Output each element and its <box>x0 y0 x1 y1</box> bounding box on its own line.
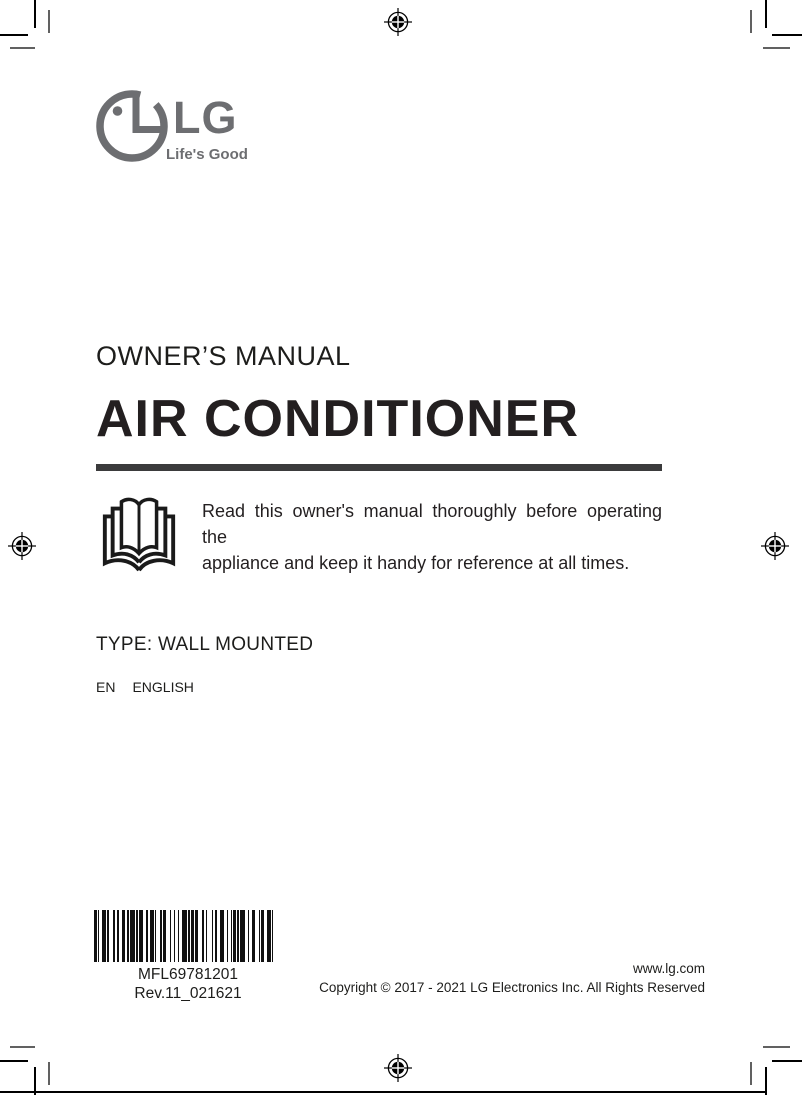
document-subtitle: OWNER’S MANUAL <box>96 341 351 371</box>
language-row <box>96 679 194 695</box>
title-underline <box>96 464 662 471</box>
registration-mark-icon <box>760 531 790 561</box>
part-number: MFL69781201 <box>138 966 238 983</box>
notice-line-1: Read this owner's manual thoroughly before operating the <box>202 501 662 547</box>
registration-mark-icon <box>383 1053 413 1083</box>
language-name: ENGLISH <box>132 679 194 695</box>
lg-face-icon <box>96 90 168 162</box>
bottom-trim-line <box>0 1091 766 1093</box>
open-book-icon <box>96 492 182 574</box>
notice-line-2: appliance and keep it handy for reference at all times. <box>202 553 630 573</box>
notice-paragraph <box>202 498 662 576</box>
language-code: EN <box>96 679 116 695</box>
page-title: AIR CONDITIONER <box>96 390 579 448</box>
registration-mark-icon <box>383 7 413 37</box>
website-url: www.lg.com <box>632 961 705 976</box>
barcode <box>94 910 277 962</box>
lg-tagline: Life's Good <box>166 146 248 163</box>
copyright-notice: Copyright © 2017 - 2021 LG Electronics Inc. All Rights Reserved <box>319 980 705 995</box>
type-label: TYPE: WALL MOUNTED <box>96 634 314 655</box>
lg-logo-text: LG <box>173 92 238 143</box>
revision-number: Rev.11_021621 <box>134 985 242 1002</box>
registration-mark-icon <box>7 531 37 561</box>
